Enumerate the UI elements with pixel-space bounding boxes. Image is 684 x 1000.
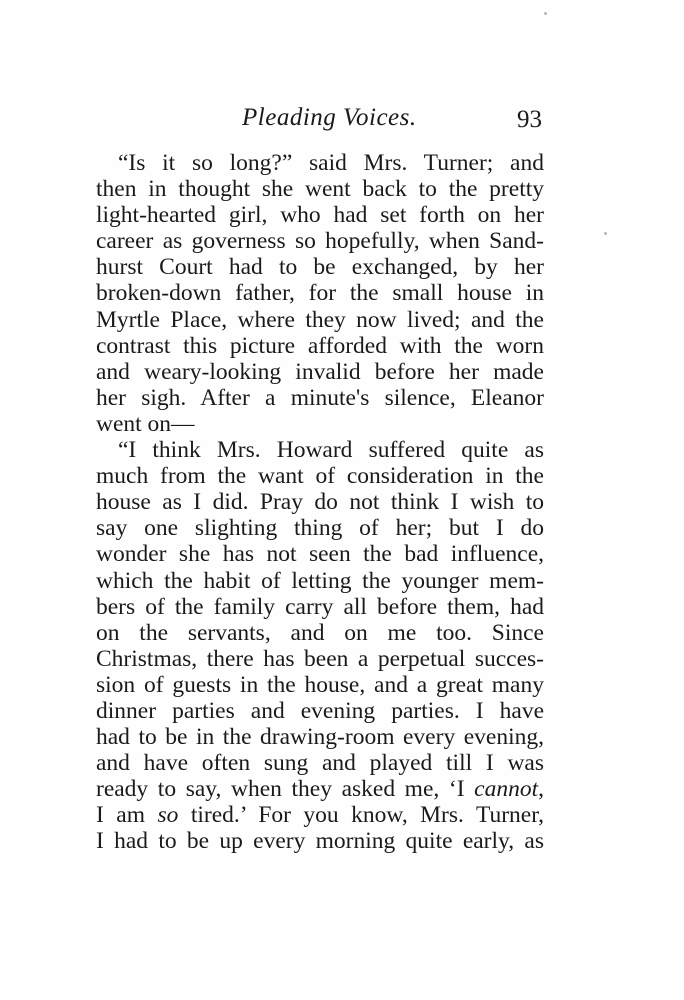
text-line: “I think Mrs. Howard suffered quite as: [118, 437, 544, 464]
text-line: much from the want of consideration in the: [96, 463, 544, 490]
text-line: Christmas, there has been a perpetual succes-: [96, 645, 544, 672]
paper-speck: [604, 232, 607, 235]
text-line: I had to be up every morning quite early, as: [96, 828, 544, 855]
text-line: then in thought she went back to the pretty: [96, 176, 544, 203]
italic-emphasis: cannot: [474, 776, 539, 803]
text-line: her sigh. After a minute's silence, Eleanor: [96, 384, 544, 411]
text-line: contrast this picture afforded with the worn: [96, 332, 544, 359]
text-line: say one slighting thing of her; but I do: [96, 515, 544, 542]
text-line: sion of guests in the house, and a great many: [96, 671, 544, 698]
text-line: on the servants, and on me too. Since: [96, 619, 544, 646]
text-line: I am so tired.’ For you know, Mrs. Turner,: [96, 802, 544, 829]
text-line: career as governess so hopefully, when Sand-: [96, 228, 544, 255]
text-line: went on—: [96, 410, 195, 437]
page-number: 93: [517, 106, 542, 133]
paper-speck: [544, 12, 547, 15]
text-line: hurst Court had to be exchanged, by her: [96, 254, 544, 281]
text-line: ready to say, when they asked me, ‘I cannot,: [96, 776, 544, 803]
text-line: broken-down father, for the small house in: [96, 280, 544, 307]
text-line: which the habit of letting the younger mem-: [96, 567, 544, 594]
text-line: light-hearted girl, who had set forth on her: [96, 202, 544, 229]
text-line: Myrtle Place, where they now lived; and the: [96, 306, 544, 333]
text-line: bers of the family carry all before them, had: [96, 593, 544, 620]
body-text: [96, 150, 544, 855]
running-title: Pleading Voices.: [242, 104, 417, 131]
text-line: had to be in the drawing-room every evening,: [96, 724, 544, 751]
text-line: dinner parties and evening parties. I have: [96, 697, 544, 724]
text-line: and have often sung and played till I was: [96, 750, 544, 777]
text-line: “Is it so long?” said Mrs. Turner; and: [118, 150, 544, 176]
text-line: and weary-looking invalid before her made: [96, 358, 544, 385]
text-line: house as I did. Pray do not think I wish to: [96, 489, 544, 516]
italic-emphasis: so: [157, 802, 179, 829]
page-header: [96, 104, 542, 138]
text-line: wonder she has not seen the bad influence,: [96, 541, 544, 568]
